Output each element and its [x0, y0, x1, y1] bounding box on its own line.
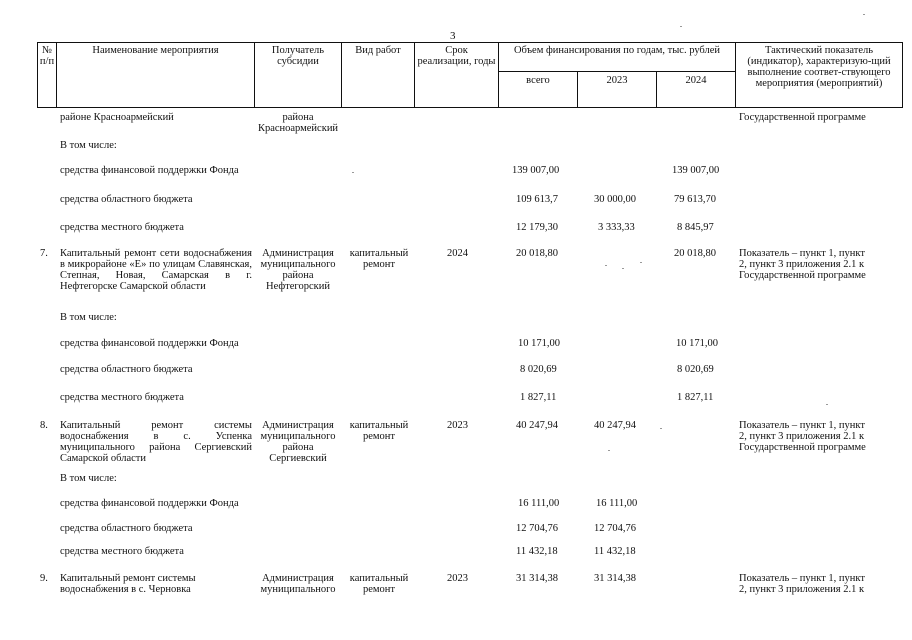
local-2023: 3 333,33: [598, 222, 635, 233]
item8-indicator: Показатель – пункт 1, пункт 2, пункт 3 приложения 2.1 к Государственной программе: [739, 420, 866, 453]
local-total: 12 179,30: [516, 222, 558, 233]
item7-local-2024: 1 827,11: [677, 392, 714, 403]
item8-year: 2023: [447, 420, 468, 431]
item8-including-label: В том числе:: [60, 473, 117, 484]
item9-indicator: Показатель – пункт 1, пункт 2, пункт 3 приложения 2.1 к: [739, 573, 865, 595]
header-vline: [735, 42, 736, 108]
scan-speck: [863, 14, 865, 15]
scan-speck: [680, 26, 682, 27]
item8-region-label: средства областного бюджета: [60, 523, 193, 534]
item7-fund-2024: 10 171,00: [676, 338, 718, 349]
item9-recipient: Администрация муниципального: [260, 573, 336, 595]
item8-work: капитальный ремонт: [349, 420, 409, 442]
header-recipient: Получатель субсидии: [271, 45, 325, 67]
item7-year: 2024: [447, 248, 468, 259]
item8-local-label: средства местного бюджета: [60, 546, 184, 557]
item9-year: 2023: [447, 573, 468, 584]
item7-local-label: средства местного бюджета: [60, 392, 184, 403]
region-total: 109 613,7: [516, 194, 558, 205]
header-total: всего: [526, 75, 550, 86]
fund-total: 139 007,00: [512, 165, 560, 176]
scan-speck: [640, 262, 642, 263]
region-2023: 30 000,00: [594, 194, 636, 205]
item7-region-label: средства областного бюджета: [60, 364, 193, 375]
item7-name: Капитальный ремонт сети водоснабжения в микрорайоне «Е» по улицам Славянская, Степная, Новая, Самарская в г. Нефтегорске Самарской области: [60, 248, 252, 292]
header-term: Срок реализации, годы: [417, 45, 496, 67]
item7-including-label: В том числе:: [60, 312, 117, 323]
header-work-type: Вид работ: [355, 45, 401, 56]
local-2024: 8 845,97: [677, 222, 714, 233]
item7-region-2024: 8 020,69: [677, 364, 714, 375]
item8-name: Капитальный ремонт системы водоснабжения в с. Успенка муниципального района Сергиевский Самарской области: [60, 420, 252, 464]
header-num: № п/п: [39, 45, 55, 67]
cont-indicator: Государственной программе: [739, 112, 866, 123]
item8-recipient: Администрация муниципального района Сергиевский: [260, 420, 336, 464]
source-region-label: средства областного бюджета: [60, 194, 193, 205]
item7-2024: 20 018,80: [674, 248, 716, 259]
region-2024: 79 613,70: [674, 194, 716, 205]
item7-indicator: Показатель – пункт 1, пункт 2, пункт 3 приложения 2.1 к Государственной программе: [739, 248, 866, 281]
item9-name: Капитальный ремонт системы водоснабжения в с. Черновка: [60, 573, 196, 595]
header-2023: 2023: [606, 75, 628, 86]
item8-local-2023: 11 432,18: [594, 546, 636, 557]
item8-region-2023: 12 704,76: [594, 523, 636, 534]
item7-recipient: Администрация муниципального района Нефтегорский: [260, 248, 336, 292]
header-vline: [254, 42, 255, 108]
item9-2023: 31 314,38: [594, 573, 636, 584]
item8-total: 40 247,94: [516, 420, 558, 431]
item8-region-total: 12 704,76: [516, 523, 558, 534]
item8-fund-2023: 16 111,00: [596, 498, 638, 509]
scan-speck: [605, 265, 607, 266]
item8-2023: 40 247,94: [594, 420, 636, 431]
item9-work: капитальный ремонт: [349, 573, 409, 595]
header-2024: 2024: [685, 75, 707, 86]
header-vline: [56, 42, 57, 108]
source-local-label: средства местного бюджета: [60, 222, 184, 233]
table-header: [37, 42, 903, 108]
cont-name: районе Красноармейский: [60, 112, 174, 123]
header-top-line: [37, 42, 903, 43]
item7-work: капитальный ремонт: [349, 248, 409, 270]
including-label: В том числе:: [60, 140, 117, 151]
header-vline: [341, 42, 342, 108]
item7-region-total: 8 020,69: [520, 364, 557, 375]
header-name: Наименование мероприятия: [92, 45, 219, 56]
scan-speck: [826, 404, 828, 405]
source-fund-label: средства финансовой поддержки Фонда: [60, 165, 239, 176]
fund-2024: 139 007,00: [672, 165, 720, 176]
item8-local-total: 11 432,18: [516, 546, 558, 557]
item9-num: 9.: [40, 573, 48, 584]
item7-fund-label: средства финансовой поддержки Фонда: [60, 338, 239, 349]
scan-speck: [608, 450, 610, 451]
header-vline: [414, 42, 415, 108]
header-bottom-line: [37, 107, 903, 108]
scan-speck: [660, 428, 662, 429]
item8-fund-total: 16 111,00: [518, 498, 560, 509]
item7-local-total: 1 827,11: [520, 392, 557, 403]
item8-fund-label: средства финансовой поддержки Фонда: [60, 498, 239, 509]
header-finance: Объем финансирования по годам, тыс. рублей: [513, 45, 721, 56]
item7-total: 20 018,80: [516, 248, 558, 259]
header-finance-divider: [498, 71, 736, 72]
item7-fund-total: 10 171,00: [518, 338, 560, 349]
item7-num: 7.: [40, 248, 48, 259]
header-vline: [902, 42, 903, 108]
header-indicator: Тактический показатель (индикатор), характеризую-щий выполнение соответ-ствующего мероприятия (мероприятий): [747, 45, 891, 89]
item9-total: 31 314,38: [516, 573, 558, 584]
cont-recipient: района Красноармейский: [257, 112, 339, 134]
scan-speck: [622, 268, 624, 269]
item8-num: 8.: [40, 420, 48, 431]
scan-speck: [352, 172, 354, 173]
page-number: 3: [450, 30, 456, 42]
